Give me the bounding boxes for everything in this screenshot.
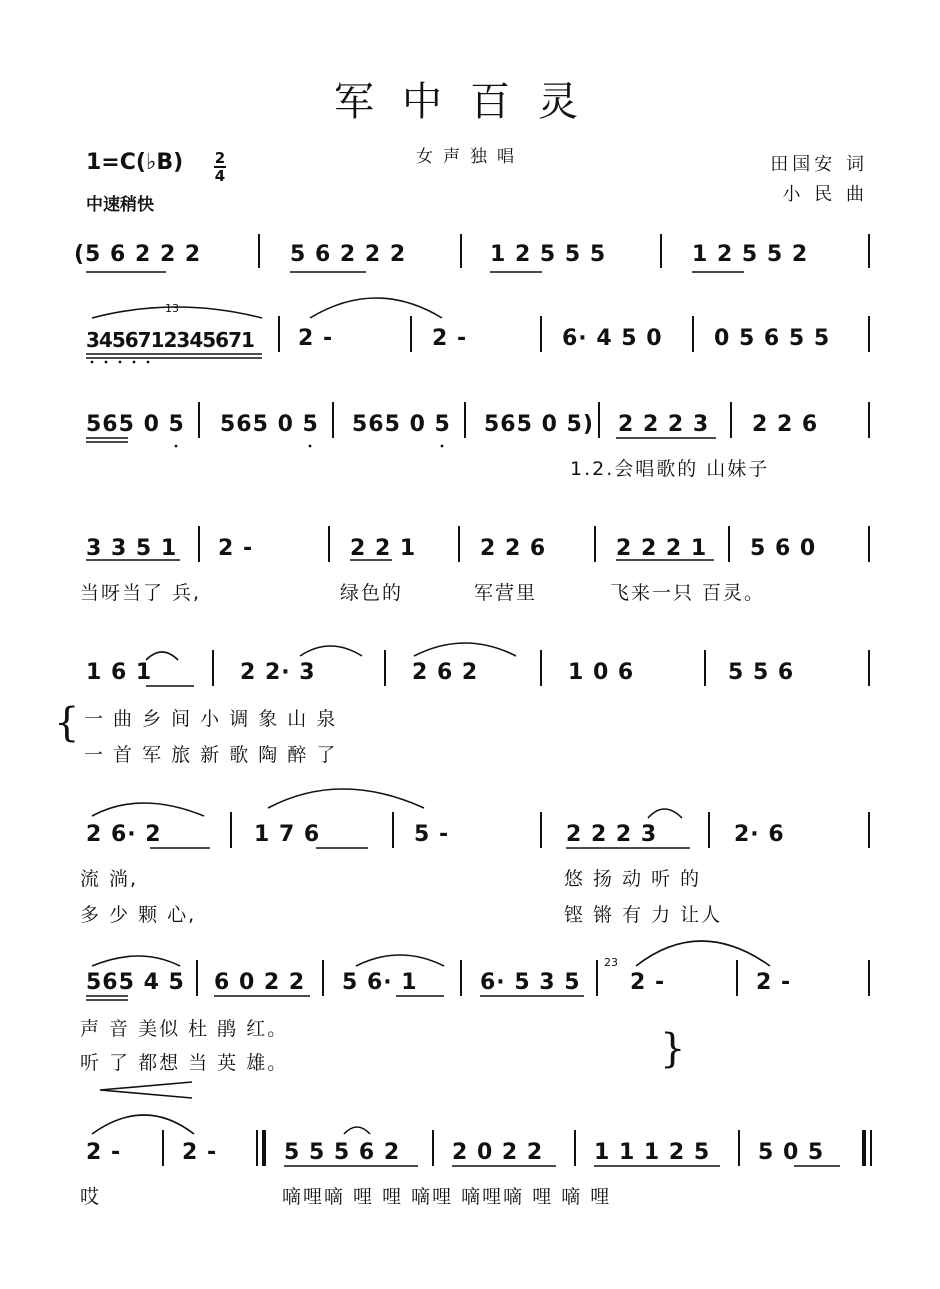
octave-dot xyxy=(105,361,108,364)
measure-8-2: 2 - xyxy=(182,1140,218,1165)
octave-dot xyxy=(91,361,94,364)
measure-5-4: 1 0 6 xyxy=(568,660,635,685)
octave-dot xyxy=(309,445,312,448)
octave-dot xyxy=(119,361,122,364)
measure-2-3: 2 - xyxy=(432,326,468,351)
verse-brace-right: } xyxy=(660,1026,686,1072)
barline xyxy=(868,234,870,268)
repeat-start-barline xyxy=(256,1130,258,1166)
barline xyxy=(384,650,386,686)
repeat-end-thick xyxy=(862,1130,866,1166)
lyric-line: 一 曲 乡 间 小 调 象 山 泉 xyxy=(84,708,338,730)
slur xyxy=(636,941,770,966)
lyric-line: 绿色的 xyxy=(340,582,404,604)
lyric-line: 铿 锵 有 力 让人 xyxy=(564,904,723,926)
subtitle: 女声独唱 xyxy=(416,147,524,167)
barline xyxy=(278,316,280,352)
barline xyxy=(738,1130,740,1166)
verse-brace-left: { xyxy=(54,700,80,746)
barline xyxy=(464,402,466,438)
barline xyxy=(730,402,732,438)
barline xyxy=(708,812,710,848)
measure-5-5: 5 5 6 xyxy=(728,660,795,685)
barline xyxy=(196,960,198,996)
measure-8-5: 1 1 1 2 5 xyxy=(594,1140,711,1165)
barline xyxy=(432,1130,434,1166)
lyric-line: 悠 扬 动 听 的 xyxy=(564,868,702,890)
slur xyxy=(648,809,682,818)
lyric-line: 飞来一只 百灵。 xyxy=(610,582,766,604)
measure-4-6: 5 6 0 xyxy=(750,536,817,561)
key-signature: 1=C(♭B) xyxy=(86,150,184,175)
measure-4-4: 2 2 6 xyxy=(480,536,547,561)
measure-1-1: (5 6 2 2 2 xyxy=(74,242,202,267)
measure-6-2: 1 7 6 xyxy=(254,822,321,847)
barline xyxy=(162,1130,164,1166)
measure-2-4: 6· 4 5 0 xyxy=(562,326,663,351)
measure-3-4: 565 0 5) xyxy=(484,412,594,437)
repeat-start-thick xyxy=(262,1130,266,1166)
barline xyxy=(322,960,324,996)
lyricist-credit: 田国安 词 xyxy=(770,154,868,175)
page-title: 军中百灵 xyxy=(334,79,606,125)
barline xyxy=(736,960,738,996)
barline xyxy=(458,526,460,562)
measure-5-2: 2 2· 3 xyxy=(240,660,316,685)
barline xyxy=(692,316,694,352)
slur xyxy=(356,955,444,966)
measure-3-6: 2 2 6 xyxy=(752,412,819,437)
lyric-line: 当呀当了 兵, xyxy=(80,582,202,604)
measure-7-2: 6 0 2 2 xyxy=(214,970,306,995)
barline xyxy=(868,316,870,352)
barline xyxy=(460,234,462,268)
barline xyxy=(198,402,200,438)
measure-1-4: 1 2 5 5 2 xyxy=(692,242,809,267)
measure-2-2: 2 - xyxy=(298,326,334,351)
measure-4-5: 2 2 2 1 xyxy=(616,536,708,561)
measure-3-2: 565 0 5 xyxy=(220,412,319,437)
barline xyxy=(328,526,330,562)
tuplet-number: 13 xyxy=(165,302,179,315)
measure-7-5: 2 - xyxy=(630,970,666,995)
barline xyxy=(704,650,706,686)
meter-bottom: 4 xyxy=(214,167,226,185)
hairpin xyxy=(100,1082,192,1098)
slur xyxy=(300,646,362,656)
barline xyxy=(868,402,870,438)
measure-7-6: 2 - xyxy=(756,970,792,995)
measure-8-1: 2 - xyxy=(86,1140,122,1165)
lyric-line: 嘀哩嘀 哩 哩 嘀哩 嘀哩嘀 哩 嘀 哩 xyxy=(282,1186,612,1208)
barline xyxy=(728,526,730,562)
barline xyxy=(392,812,394,848)
lyric-line: 听 了 都想 当 英 雄。 xyxy=(80,1052,289,1074)
lyric-line: 声 音 美似 杜 鹃 红。 xyxy=(80,1018,289,1040)
barline xyxy=(540,316,542,352)
barline xyxy=(868,650,870,686)
measure-4-1: 3 3 5 1 xyxy=(86,536,178,561)
measure-2-1: 3456712345671 xyxy=(86,328,254,352)
measure-4-2: 2 - xyxy=(218,536,254,561)
lyric-line: 流 淌, xyxy=(80,868,139,890)
measure-8-6: 5 0 5 xyxy=(758,1140,825,1165)
measure-7-4: 6· 5 3 5 xyxy=(480,970,581,995)
lyric-line: 1.2.会唱歌的 山妹子 xyxy=(570,458,770,480)
barline xyxy=(198,526,200,562)
barline xyxy=(540,812,542,848)
barline xyxy=(258,234,260,268)
measure-6-4: 2 2 2 3 xyxy=(566,822,658,847)
octave-dot xyxy=(441,445,444,448)
barline xyxy=(212,650,214,686)
measure-5-1: 1 6 1 xyxy=(86,660,153,685)
lyric-line: 哎 xyxy=(80,1186,102,1208)
measure-7-3: 5 6· 1 xyxy=(342,970,418,995)
octave-dot xyxy=(133,361,136,364)
slur xyxy=(414,643,516,656)
lyric-line: 一 首 军 旅 新 歌 陶 醉 了 xyxy=(84,744,338,766)
measure-8-4: 2 0 2 2 xyxy=(452,1140,544,1165)
measure-6-1: 2 6· 2 xyxy=(86,822,162,847)
barline xyxy=(594,526,596,562)
measure-7-1: 565 4 5 xyxy=(86,970,185,995)
slur xyxy=(146,652,178,660)
slur xyxy=(268,789,424,808)
measure-8-3: 5 5 5 6 2 xyxy=(284,1140,401,1165)
slur xyxy=(310,298,442,318)
barline xyxy=(868,526,870,562)
barline xyxy=(596,960,598,996)
barline xyxy=(460,960,462,996)
measure-3-1: 565 0 5 xyxy=(86,412,185,437)
barline xyxy=(410,316,412,352)
composer-credit: 小 民 曲 xyxy=(782,184,868,205)
measure-2-5: 0 5 6 5 5 xyxy=(714,326,831,351)
lyric-line: 多 少 颗 心, xyxy=(80,904,197,926)
measure-3-5: 2 2 2 3 xyxy=(618,412,710,437)
lyric-line: 军营里 xyxy=(474,582,538,604)
tempo-marking: 中速稍快 xyxy=(86,195,154,215)
measure-1-3: 1 2 5 5 5 xyxy=(490,242,607,267)
barline xyxy=(574,1130,576,1166)
barline xyxy=(868,960,870,996)
measure-6-3: 5 - xyxy=(414,822,450,847)
measure-3-3: 565 0 5 xyxy=(352,412,451,437)
barline xyxy=(868,812,870,848)
meter-top: 2 xyxy=(214,149,226,167)
octave-dot xyxy=(175,445,178,448)
measure-4-3: 2 2 1 xyxy=(350,536,417,561)
barline xyxy=(598,402,600,438)
measure-6-5: 2· 6 xyxy=(734,822,785,847)
barline xyxy=(660,234,662,268)
slur xyxy=(92,1115,194,1134)
slur xyxy=(92,956,180,966)
time-signature xyxy=(214,150,226,184)
repeat-end-barline xyxy=(870,1130,872,1166)
slur xyxy=(92,803,204,816)
grace-notes: 23 xyxy=(604,956,618,969)
slur xyxy=(344,1127,370,1134)
measure-5-3: 2 6 2 xyxy=(412,660,479,685)
barline xyxy=(540,650,542,686)
barline xyxy=(332,402,334,438)
barline xyxy=(230,812,232,848)
octave-dot xyxy=(147,361,150,364)
measure-1-2: 5 6 2 2 2 xyxy=(290,242,407,267)
